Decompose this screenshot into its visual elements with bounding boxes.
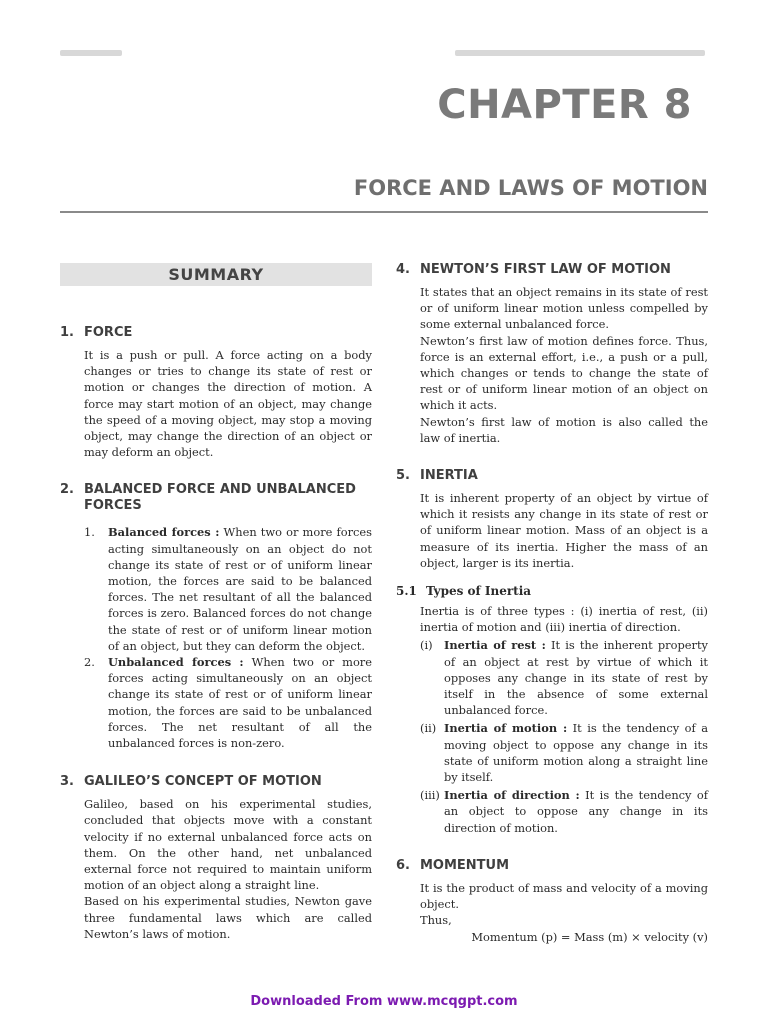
section-number: 4. [396, 262, 410, 277]
inertia-rest-item [420, 637, 708, 718]
inertia-direction-item [420, 787, 708, 836]
list-marker: (i) [420, 638, 433, 653]
section-title: BALANCED FORCE AND UNBALANCED FORCES [84, 482, 356, 514]
download-footer: Downloaded From www.mcqgpt.com [250, 994, 518, 1009]
left-column [60, 262, 372, 942]
list-marker: 2. [84, 655, 95, 670]
section-momentum-heading [396, 858, 708, 874]
subsection-number: 5.1 [396, 584, 417, 599]
unbalanced-forces-item [84, 654, 372, 751]
section-force-heading [60, 325, 372, 341]
term: Inertia of rest : [444, 638, 546, 653]
term: Unbalanced forces : [108, 655, 244, 670]
section-title: INERTIA [420, 468, 478, 484]
definition: It is the tendency of an object to oppose any change in its direction of motion. [444, 788, 708, 835]
section-number: 5. [396, 468, 410, 484]
section-number: 1. [60, 325, 74, 340]
term: Inertia of motion : [444, 721, 568, 736]
subsection-title: Types of Inertia [426, 584, 532, 599]
list-marker: (ii) [420, 721, 437, 736]
list-text [444, 637, 708, 718]
first-law-definition: Newton’s first law of motion defines force. Thus, force is an external effort, i.e., a push or a pull, which changes or tends to change the state of rest or of uniform linear motion of an object on which it acts. [420, 333, 708, 413]
definition: When two or more forces acting simultaneously on an object do not change its state of rest or of uniform linear motion, the forces are said to be balanced forces. The net resultant of all the balanced forces is zero. Balanced forces do not change the state of rest or of uniform linear motion of an object, but they can deform the object. [108, 525, 373, 653]
running-header-left [60, 50, 122, 56]
momentum-thus: Thus, [420, 913, 452, 928]
list-text [444, 720, 708, 785]
momentum-formula: Momentum (p) = Mass (m) × velocity (v) [471, 929, 708, 944]
section-number: 3. [60, 774, 74, 790]
section-title: FORCE [84, 325, 133, 340]
inertia-paragraph: It is inherent property of an object by virtue of which it resists any change in its state of rest or of uniform linear motion. Mass of an object is a measure of its inertia. Higher the mass of an object, larger is its inertia. [420, 491, 708, 570]
list-marker: (iii) [420, 788, 440, 803]
list-text [444, 787, 708, 836]
section-number: 2. [60, 482, 74, 498]
list-text [108, 654, 372, 751]
newton-laws-paragraph: Based on his experimental studies, Newton gave three fundamental laws which are called Newton’s laws of motion. [84, 894, 372, 941]
momentum-paragraph: It is the product of mass and velocity of a moving object. [420, 880, 708, 912]
subsection-types-heading [396, 583, 708, 599]
section-inertia-heading [396, 468, 708, 484]
section-balanced-heading [60, 482, 372, 514]
inertia-motion-item [420, 720, 708, 785]
chapter-number: CHAPTER 8 [437, 82, 692, 128]
title-divider [60, 211, 708, 213]
section-title: GALILEO’S CONCEPT OF MOTION [84, 774, 322, 790]
section-number: 6. [396, 857, 410, 873]
definition: It is the inherent property of an object at rest by virtue of which it opposes any change in its state of rest by itself in the absence of some external unbalanced force. [444, 638, 708, 718]
first-law-statement: It states that an object remains in its state of rest or of uniform linear motion unless compelled by some external unbalanced force. [420, 285, 708, 332]
term: Balanced forces : [108, 525, 220, 540]
summary-heading: SUMMARY [60, 263, 372, 286]
term: Inertia of direction : [444, 788, 580, 803]
section-title: MOMENTUM [420, 857, 510, 873]
force-paragraph: It is a push or pull. A force acting on a body changes or tries to change its state of rest or motion or changes the direction of motion. A force may start motion of an object, may change the speed of a moving object, may stop a moving object, may change the direction of an object or may deform an object. [84, 348, 372, 460]
first-law-inertia-note: Newton’s first law of motion is also called the law of inertia. [420, 414, 708, 445]
section-galileo-heading [60, 774, 372, 790]
section-title: NEWTON’S FIRST LAW OF MOTION [420, 262, 671, 277]
definition: It is the tendency of a moving object to oppose any change in its state of uniform motion along a straight line by itself. [444, 721, 709, 785]
right-column [396, 262, 708, 945]
list-text [108, 524, 372, 654]
list-marker: 1. [84, 525, 95, 540]
definition: When two or more forces acting simultaneously on an object change its state of rest or of uniform linear motion, the forces are said to be unbalanced forces. The net resultant of all the unbalanced forces is non-zero. [108, 655, 372, 751]
galileo-paragraph: Galileo, based on his experimental studies, concluded that objects move with a constant velocity if no external unbalanced force acts on them. On the other hand, net unbalanced external force not required to maintain uniform motion of an object along a straight line. [84, 797, 372, 893]
types-intro: Inertia is of three types : (i) inertia of rest, (ii) inertia of motion and (iii) inertia of direction. [420, 604, 708, 635]
section-first-law-heading [396, 262, 708, 278]
running-header-right [455, 50, 705, 56]
balanced-forces-item [84, 524, 372, 654]
chapter-title: FORCE AND LAWS OF MOTION [353, 176, 708, 200]
